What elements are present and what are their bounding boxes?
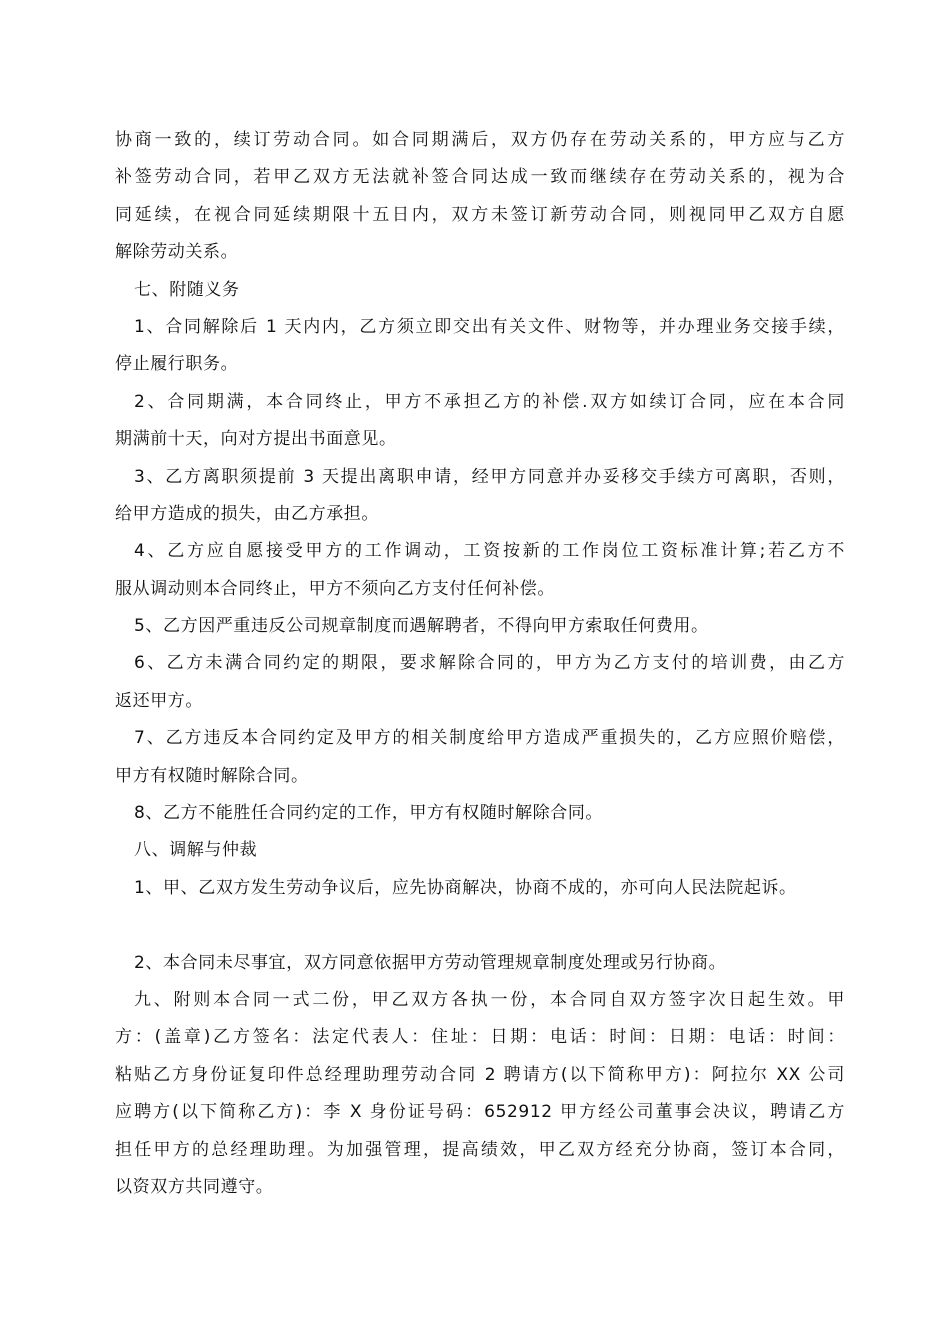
text-line: 6、乙方未满合同约定的期限，要求解除合同的，甲方为乙方支付的培训费，由乙方 bbox=[134, 653, 845, 674]
text-line: 方：(盖章)乙方签名：法定代表人：住址：日期：电话：时间：日期：电话：时间： bbox=[115, 1027, 845, 1048]
text-line: 4、乙方应自愿接受甲方的工作调动，工资按新的工作岗位工资标准计算;若乙方不 bbox=[134, 541, 845, 562]
text-line: 应聘方(以下简称乙方)：李 X 身份证号码：652912 甲方经公司董事会决议，聘请乙方 bbox=[115, 1102, 845, 1123]
paragraph-renewal-continuation bbox=[115, 122, 845, 272]
text-line: 服从调动则本合同终止，甲方不须向乙方支付任何补偿。 bbox=[115, 578, 555, 599]
clause-7-5: 5、乙方因严重违反公司规章制度而遇解聘者，不得向甲方索取任何费用。 bbox=[134, 616, 709, 637]
text-line: 期满前十天，向对方提出书面意见。 bbox=[115, 429, 397, 450]
text-line: 补签劳动合同，若甲乙双方无法就补签合同达成一致而继续存在劳动关系的，视为合 bbox=[115, 167, 845, 188]
text-line: 3、乙方离职须提前 3 天提出离职申请，经甲方同意并办妥移交手续方可离职，否则， bbox=[134, 466, 845, 487]
text-line: 给甲方造成的损失，由乙方承担。 bbox=[115, 503, 379, 524]
section-9-supplementary bbox=[115, 982, 845, 1206]
clause-7-2 bbox=[115, 384, 845, 459]
clause-7-3 bbox=[115, 459, 845, 534]
section-heading-7: 七、附随义务 bbox=[134, 279, 240, 300]
clause-8-2: 2、本合同未尽事宜，双方同意依据甲方劳动管理规章制度处理或另行协商。 bbox=[134, 952, 727, 973]
text-line: 九、附则本合同一式二份，甲乙双方各执一份，本合同自双方签字次日起生效。甲 bbox=[134, 989, 845, 1010]
clause-7-4 bbox=[115, 533, 845, 608]
text-line: 担任甲方的总经理助理。为加强管理，提高绩效，甲乙双方经充分协商，签订本合同， bbox=[115, 1139, 845, 1160]
text-line: 粘贴乙方身份证复印件总经理助理劳动合同 2 聘请方(以下简称甲方)：阿拉尔 XX 公司 bbox=[115, 1064, 845, 1085]
text-line: 同延续，在视合同延续期限十五日内，双方未签订新劳动合同，则视同甲乙双方自愿 bbox=[115, 204, 845, 225]
blank-line bbox=[115, 907, 845, 944]
clause-7-1 bbox=[115, 309, 845, 384]
clause-7-6 bbox=[115, 645, 845, 720]
clause-7-8: 8、乙方不能胜任合同约定的工作，甲方有权随时解除合同。 bbox=[134, 803, 604, 824]
document-body bbox=[115, 122, 845, 1206]
text-line: 2、合同期满，本合同终止，甲方不承担乙方的补偿.双方如续订合同，应在本合同 bbox=[134, 391, 845, 412]
text-line: 7、乙方违反本合同约定及甲方的相关制度给甲方造成严重损失的，乙方应照价赔偿， bbox=[134, 728, 845, 749]
text-line: 甲方有权随时解除合同。 bbox=[115, 765, 309, 786]
text-line: 停止履行职务。 bbox=[115, 354, 239, 375]
text-line: 以资双方共同遵守。 bbox=[115, 1176, 274, 1197]
text-line: 协商一致的，续订劳动合同。如合同期满后，双方仍存在劳动关系的，甲方应与乙方 bbox=[115, 130, 845, 150]
section-heading-8: 八、调解与仲裁 bbox=[134, 840, 258, 861]
text-line: 1、合同解除后 1 天内内，乙方须立即交出有关文件、财物等，并办理业务交接手续， bbox=[134, 316, 845, 337]
text-line: 解除劳动关系。 bbox=[115, 242, 239, 263]
text-line: 返还甲方。 bbox=[115, 690, 203, 711]
clause-7-7 bbox=[115, 720, 845, 795]
clause-8-1: 1、甲、乙双方发生劳动争议后，应先协商解决，协商不成的，亦可向人民法院起诉。 bbox=[134, 877, 797, 898]
